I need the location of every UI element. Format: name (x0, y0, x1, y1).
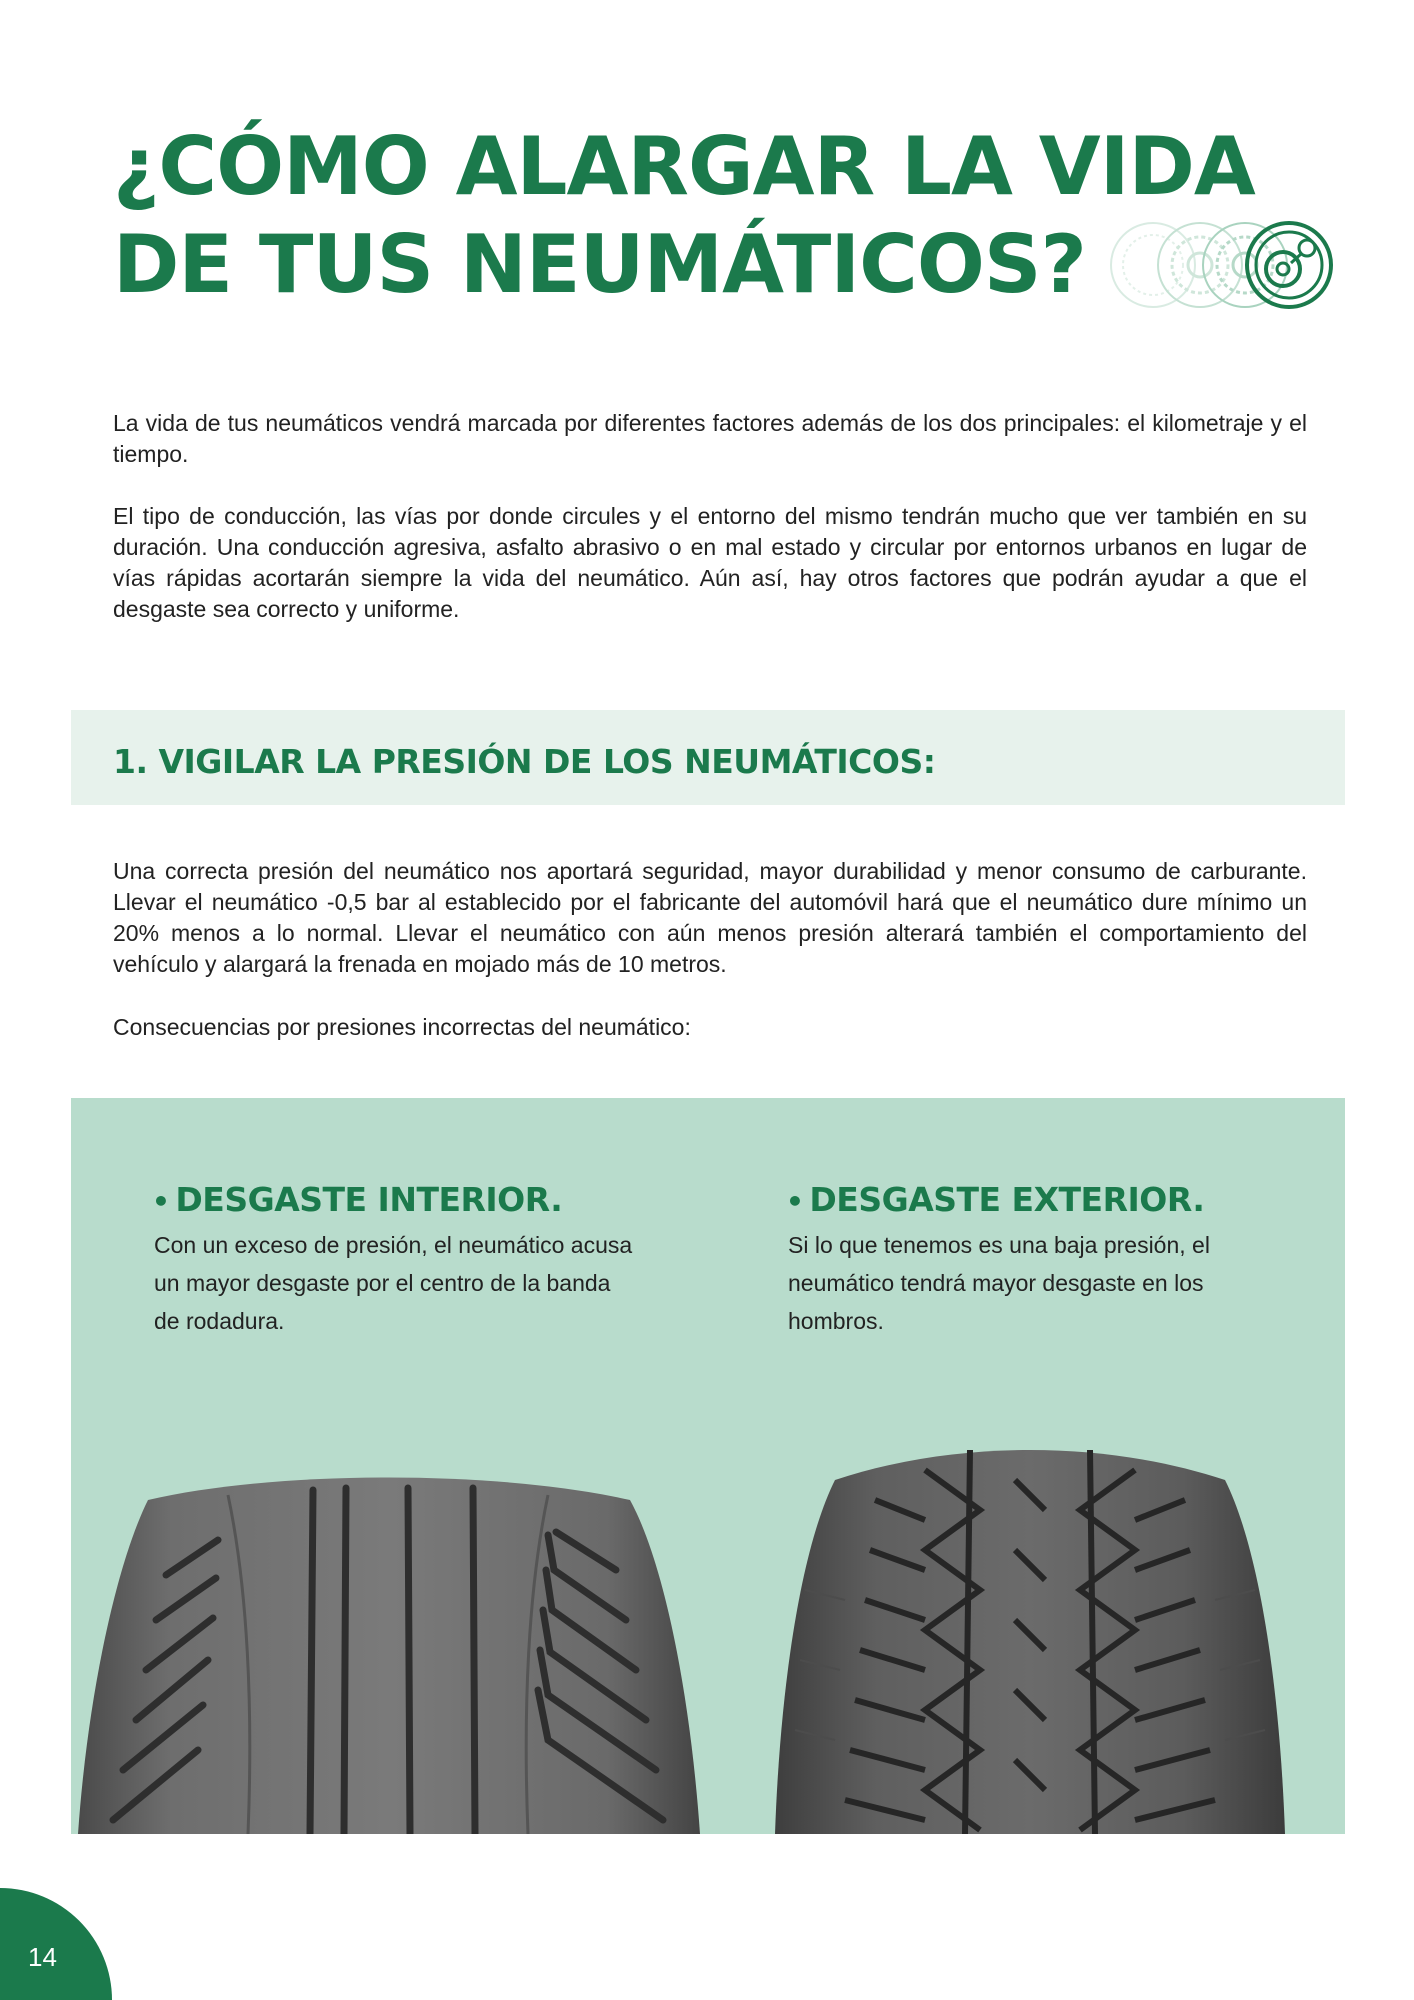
wear-interior-heading: • DESGASTE INTERIOR. (152, 1180, 563, 1219)
title-line-1: ¿CÓMO ALARGAR LA VIDA (113, 120, 1255, 213)
wear-interior-text: Con un exceso de presión, el neumático acusa un mayor desgaste por el centro de la banda de rodadura. (154, 1232, 633, 1334)
section-heading: 1. VIGILAR LA PRESIÓN DE LOS NEUMÁTICOS: (113, 742, 936, 781)
intro-paragraph-2: El tipo de conducción, las vías por donde circules y el entorno del mismo tendrán mucho que ver también en su duración. Una conducción agresiva, asfalto abrasivo o en mal estado y circular por entornos urbanos en lugar de vías rápidas acortarán siempre la vida del neumático. Aún así, hay otros factores que podrán ayudar a que el desgaste sea correcto y uniforme. (113, 503, 1307, 622)
page-number: 14 (28, 1942, 57, 1972)
tire-interior-wear-image (78, 1440, 700, 1834)
title-line-2: DE TUS NEUMÁTICOS? (113, 218, 1086, 311)
wear-exterior-text: Si lo que tenemos es una baja presión, el neumático tendrá mayor desgaste en los hombros. (788, 1232, 1210, 1334)
wear-exterior-heading: • DESGASTE EXTERIOR. (786, 1180, 1205, 1219)
tire-exterior-wear-image (775, 1440, 1285, 1834)
tire-pressure-gauge-icon (1105, 215, 1335, 315)
bullet-dot-icon: • (152, 1185, 170, 1218)
pressure-paragraph: Una correcta presión del neumático nos aportará seguridad, mayor durabilidad y menor consumo de carburante. Llevar el neumático -0,5 bar al establecido por el fabricante del automóvil hará que el neumático dure mínimo un 20% menos a lo normal. Llevar el neumático con aún menos presión alterará también el comportamiento del vehículo y alargará la frenada en mojado más de 10 metros. (113, 858, 1307, 977)
bullet-dot-icon: • (786, 1185, 804, 1218)
intro-paragraph-1: La vida de tus neumáticos vendrá marcada por diferentes factores además de los dos principales: el kilometraje y el tiempo. (113, 410, 1307, 467)
consequences-paragraph: Consecuencias por presiones incorrectas del neumático: (113, 1014, 691, 1040)
